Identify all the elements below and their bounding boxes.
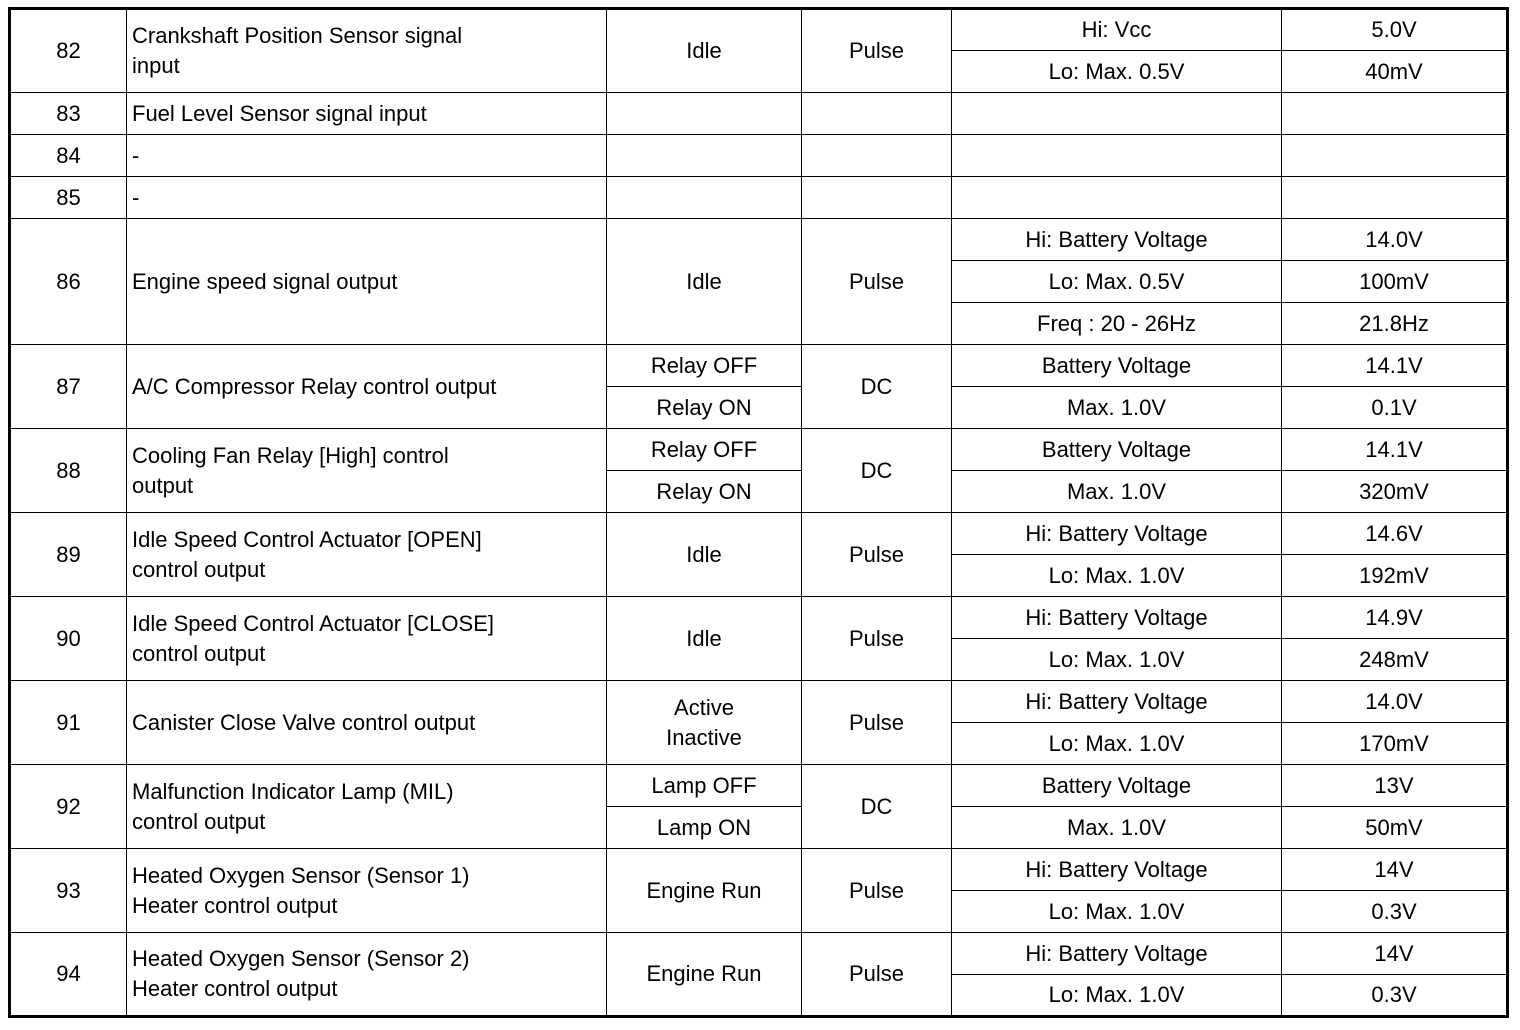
condition-cell <box>607 93 802 135</box>
pin-number-cell: 91 <box>10 681 127 765</box>
measured-value-cell: 0.3V <box>1282 975 1508 1017</box>
table-row <box>10 849 1508 891</box>
pin-number-cell: 88 <box>10 429 127 513</box>
pin-voltage-table <box>8 7 1509 1018</box>
spec-cell: Freq : 20 - 26Hz <box>952 303 1282 345</box>
measured-value-cell: 192mV <box>1282 555 1508 597</box>
signal-type-cell: DC <box>802 345 952 429</box>
pin-number-cell: 90 <box>10 597 127 681</box>
spec-cell: Hi: Battery Voltage <box>952 597 1282 639</box>
table-row <box>10 765 1508 807</box>
measured-value-cell: 14.0V <box>1282 681 1508 723</box>
measured-value-cell <box>1282 135 1508 177</box>
description-cell: - <box>127 177 607 219</box>
signal-type-cell <box>802 177 952 219</box>
pin-number-cell: 83 <box>10 93 127 135</box>
table-row <box>10 93 1508 135</box>
measured-value-cell: 320mV <box>1282 471 1508 513</box>
description-cell: Cooling Fan Relay [High] control output <box>127 429 607 513</box>
description-cell: Canister Close Valve control output <box>127 681 607 765</box>
measured-value-cell: 21.8Hz <box>1282 303 1508 345</box>
pin-number-cell: 82 <box>10 9 127 93</box>
pin-number-cell: 89 <box>10 513 127 597</box>
measured-value-cell: 13V <box>1282 765 1508 807</box>
signal-type-cell <box>802 135 952 177</box>
spec-cell: Hi: Battery Voltage <box>952 933 1282 975</box>
description-cell: Engine speed signal output <box>127 219 607 345</box>
signal-type-cell: Pulse <box>802 219 952 345</box>
condition-cell <box>607 135 802 177</box>
description-cell: Crankshaft Position Sensor signal input <box>127 9 607 93</box>
signal-type-cell: DC <box>802 429 952 513</box>
condition-cell: Idle <box>607 9 802 93</box>
measured-value-cell: 14.6V <box>1282 513 1508 555</box>
spec-cell: Hi: Battery Voltage <box>952 681 1282 723</box>
spec-cell: Battery Voltage <box>952 345 1282 387</box>
measured-value-cell: 5.0V <box>1282 9 1508 51</box>
measured-value-cell: 14.0V <box>1282 219 1508 261</box>
signal-type-cell <box>802 93 952 135</box>
spec-cell <box>952 177 1282 219</box>
spec-cell: Battery Voltage <box>952 429 1282 471</box>
spec-cell <box>952 93 1282 135</box>
condition-cell: Engine Run <box>607 933 802 1017</box>
condition-cell: Relay ON <box>607 387 802 429</box>
spec-cell: Hi: Battery Voltage <box>952 849 1282 891</box>
description-cell: Heated Oxygen Sensor (Sensor 2) Heater control output <box>127 933 607 1017</box>
spec-cell: Battery Voltage <box>952 765 1282 807</box>
spec-cell: Lo: Max. 1.0V <box>952 555 1282 597</box>
table-row <box>10 135 1508 177</box>
measured-value-cell: 170mV <box>1282 723 1508 765</box>
spec-cell: Hi: Battery Voltage <box>952 219 1282 261</box>
measured-value-cell: 14.9V <box>1282 597 1508 639</box>
description-cell: Idle Speed Control Actuator [CLOSE] control output <box>127 597 607 681</box>
description-cell: Fuel Level Sensor signal input <box>127 93 607 135</box>
condition-cell: Idle <box>607 597 802 681</box>
spec-cell: Max. 1.0V <box>952 387 1282 429</box>
pin-number-cell: 84 <box>10 135 127 177</box>
table-row <box>10 681 1508 723</box>
measured-value-cell <box>1282 177 1508 219</box>
table-row <box>10 219 1508 261</box>
condition-cell: Relay OFF <box>607 345 802 387</box>
pin-number-cell: 87 <box>10 345 127 429</box>
table-row <box>10 177 1508 219</box>
table-row <box>10 429 1508 471</box>
description-cell: Idle Speed Control Actuator [OPEN] control output <box>127 513 607 597</box>
condition-cell: Relay ON <box>607 471 802 513</box>
description-cell: Malfunction Indicator Lamp (MIL) control output <box>127 765 607 849</box>
spec-cell: Lo: Max. 1.0V <box>952 975 1282 1017</box>
signal-type-cell: Pulse <box>802 933 952 1017</box>
measured-value-cell: 0.3V <box>1282 891 1508 933</box>
measured-value-cell: 0.1V <box>1282 387 1508 429</box>
spec-cell: Lo: Max. 0.5V <box>952 51 1282 93</box>
condition-cell: Idle <box>607 219 802 345</box>
condition-cell: Engine Run <box>607 849 802 933</box>
measured-value-cell <box>1282 93 1508 135</box>
signal-type-cell: Pulse <box>802 9 952 93</box>
condition-cell: Relay OFF <box>607 429 802 471</box>
signal-type-cell: Pulse <box>802 681 952 765</box>
pin-number-cell: 94 <box>10 933 127 1017</box>
pin-number-cell: 85 <box>10 177 127 219</box>
spec-cell: Lo: Max. 1.0V <box>952 891 1282 933</box>
condition-cell <box>607 177 802 219</box>
pin-number-cell: 86 <box>10 219 127 345</box>
description-cell: A/C Compressor Relay control output <box>127 345 607 429</box>
table-body <box>10 9 1508 1017</box>
condition-cell: Lamp ON <box>607 807 802 849</box>
spec-cell: Lo: Max. 1.0V <box>952 723 1282 765</box>
condition-cell: Idle <box>607 513 802 597</box>
measured-value-cell: 100mV <box>1282 261 1508 303</box>
measured-value-cell: 248mV <box>1282 639 1508 681</box>
spec-cell: Max. 1.0V <box>952 471 1282 513</box>
table-row <box>10 513 1508 555</box>
condition-cell: Lamp OFF <box>607 765 802 807</box>
pin-number-cell: 93 <box>10 849 127 933</box>
description-cell: Heated Oxygen Sensor (Sensor 1) Heater control output <box>127 849 607 933</box>
spec-cell: Hi: Vcc <box>952 9 1282 51</box>
pin-number-cell: 92 <box>10 765 127 849</box>
condition-cell: Active Inactive <box>607 681 802 765</box>
spec-cell: Max. 1.0V <box>952 807 1282 849</box>
spec-cell: Lo: Max. 0.5V <box>952 261 1282 303</box>
spec-cell: Lo: Max. 1.0V <box>952 639 1282 681</box>
table-row <box>10 345 1508 387</box>
measured-value-cell: 14.1V <box>1282 429 1508 471</box>
table-row <box>10 597 1508 639</box>
measured-value-cell: 40mV <box>1282 51 1508 93</box>
table-row <box>10 933 1508 975</box>
table-row <box>10 9 1508 51</box>
measured-value-cell: 14.1V <box>1282 345 1508 387</box>
signal-type-cell: Pulse <box>802 513 952 597</box>
measured-value-cell: 14V <box>1282 849 1508 891</box>
description-cell: - <box>127 135 607 177</box>
signal-type-cell: Pulse <box>802 849 952 933</box>
signal-type-cell: Pulse <box>802 597 952 681</box>
spec-cell: Hi: Battery Voltage <box>952 513 1282 555</box>
measured-value-cell: 14V <box>1282 933 1508 975</box>
signal-type-cell: DC <box>802 765 952 849</box>
spec-cell <box>952 135 1282 177</box>
measured-value-cell: 50mV <box>1282 807 1508 849</box>
